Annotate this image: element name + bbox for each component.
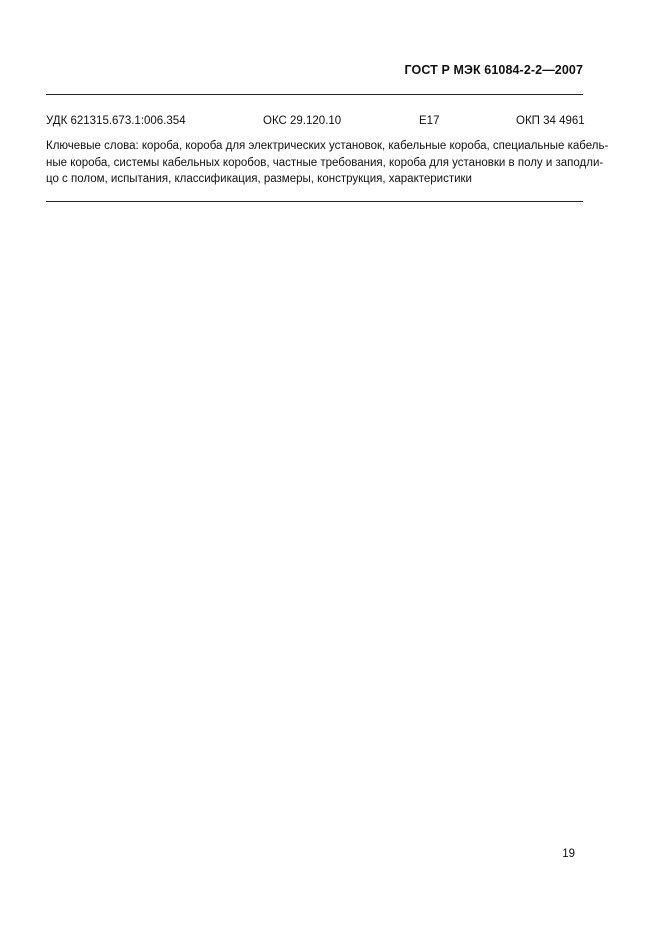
- group-code: Е17: [419, 115, 440, 127]
- bottom-divider: [46, 201, 583, 202]
- keywords-line: цо с полом, испытания, классификация, размеры, конструкция, характеристики: [46, 173, 472, 185]
- keywords-line: ные короба, системы кабельных коробов, частные требования, короба для установки в полу и заподли-: [46, 156, 604, 169]
- oks-code: ОКС 29.120.10: [263, 115, 342, 127]
- page-number: 19: [562, 848, 575, 860]
- standard-designation: ГОСТ Р МЭК 61084-2-2—2007: [404, 63, 583, 77]
- keywords-line: Ключевые слова: короба, короба для электрических установок, кабельные короба, специальные кабель-: [46, 140, 609, 152]
- keywords-paragraph: [46, 138, 609, 188]
- top-divider: [46, 94, 583, 95]
- okp-code: ОКП 34 4961: [516, 115, 585, 127]
- udk-code: УДК 621315.673.1:006.354: [46, 115, 186, 127]
